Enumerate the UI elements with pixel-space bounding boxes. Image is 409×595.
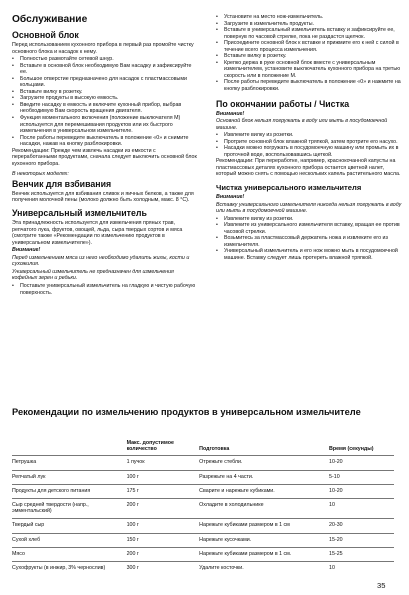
column-header xyxy=(12,440,127,456)
right-column xyxy=(216,14,402,262)
table-cell: Продукты для детского питания xyxy=(12,484,127,498)
table-cell: 5-10 xyxy=(329,470,394,484)
list-item: • Вставьте в универсальный измельчитель вставку и зафиксируйте ее, повернув по часовой стрелке, пока не раздастся щелчок. xyxy=(216,27,402,40)
table-row xyxy=(12,470,394,484)
list-item: • Вставьте вилку в розетку. xyxy=(12,89,198,96)
table-cell: Сухофрукты (в инжир, 3% чернослив) xyxy=(12,562,127,576)
section-heading-whisk: Венчик для взбивания xyxy=(12,178,112,189)
warning-text: Перед измельчением мяса из него необходимо удалить жилы, кости и сухожилия. xyxy=(12,254,190,268)
list-chopper-steps xyxy=(216,14,402,93)
list-item: • Большое отверстие предназначено для насадок с пластмассовыми кольцами. xyxy=(12,76,198,89)
list-item: • После работы переведите выключатель в положение «0» и нажмите на кнопку разблокировки. xyxy=(216,79,402,92)
table-header-row xyxy=(12,440,394,456)
list-item: • Извлеките из универсального измельчителя вставку, вращая ее против часовой стрелки. xyxy=(216,222,402,235)
list-item: • Протрите основной блок влажной тряпкой, затем протрите его насухо. xyxy=(216,139,402,146)
table-cell: 20-30 xyxy=(329,519,394,533)
list-item: • Полностью размотайте сетевой шнур. xyxy=(12,56,198,63)
list-item: • Извлеките вилку из розетки. xyxy=(216,216,402,223)
table-cell: Охладите в холодильнике xyxy=(199,499,329,519)
list-item: • Поставьте универсальный измельчитель на гладкую и чистую рабочую поверхность. xyxy=(12,283,198,296)
warning-label: Внимание! xyxy=(12,247,41,254)
list-item: • Крепко держа в руке основной блок вместе с универсальным измельчителем, установите выключатель кухонного прибора на третью скорость или в положение M. xyxy=(216,60,402,80)
list-item: • Присоедините основной блок к вставке и прижмите его к ней с силой в течение всего процесса измельчения. xyxy=(216,40,402,53)
table-row xyxy=(12,519,394,533)
table-cell: Сварите и нарежьте кубиками. xyxy=(199,484,329,498)
table-cell: 10-20 xyxy=(329,484,394,498)
page-number: 35 xyxy=(377,581,386,590)
table-section xyxy=(12,407,400,418)
section-heading-chopper: Универсальный измельчитель xyxy=(12,208,147,219)
paragraph-recommendation: Рекомендации: При переработке, например, краснокочанной капусты на пластмассовых деталях кухонного прибора остается цветной налет, который можно снять с помощью нескольких капель растительного масла. xyxy=(216,158,401,178)
table-row xyxy=(12,562,394,576)
warning-text: Вставку универсального измельчителя никогда нельзя погружать в воду или мыть в посудомоечной машине. xyxy=(216,201,402,215)
list-item: • Вставьте вилку в розетку. xyxy=(216,53,402,60)
list-item: • Загрузите в измельчитель продукты. xyxy=(216,21,402,28)
table-cell: 100 г xyxy=(127,519,200,533)
table-cell: 100 г xyxy=(127,470,200,484)
table-cell: 15-20 xyxy=(329,533,394,547)
table-cell: Сыр средней твердости (напр., эмментальский) xyxy=(12,499,127,519)
list-chopper-cleaning xyxy=(216,216,402,262)
warning-text: Основной блок нельзя погружать в воду или мыть в посудомоечной машине. xyxy=(216,118,388,131)
list-item: • Возьмитесь за пластмассовый держатель ножа и извлеките его из измельчителя. xyxy=(216,235,402,248)
paragraph-whisk: Венчик используется для взбивания сливок и яичных белков, а также для получения молочной пены (молоко должно быть холодным, макс. 8 °C). xyxy=(12,190,194,204)
table-cell: Петрушка xyxy=(12,456,127,470)
table-cell: Нарежьте кубиками размером в 1 см xyxy=(199,519,329,533)
table-row xyxy=(12,484,394,498)
warning-label: Внимание! xyxy=(216,110,245,117)
table-title: Рекомендации по измельчению продуктов в универсальном измельчителе xyxy=(12,407,361,417)
table-cell: 200 г xyxy=(127,547,200,561)
paragraph-intro: Перед использованием кухонного прибора в первый раз промойте чистку основного блока и насадок к нему. xyxy=(12,42,194,55)
list-item: • Установите на место нож-измельчитель. xyxy=(216,14,402,21)
page-title: Обслуживание xyxy=(12,14,88,25)
table-cell: 10 xyxy=(329,562,394,576)
model-note: В некоторых моделях: xyxy=(12,171,69,178)
table-cell: 10 xyxy=(329,499,394,519)
table-cell: Твердый сыр xyxy=(12,519,127,533)
table-cell: Нарежьте кусочками. xyxy=(199,533,329,547)
table-row xyxy=(12,533,394,547)
table-cell: 10-20 xyxy=(329,456,394,470)
list-item: • Универсальный измельчитель и его нож можно мыть в посудомоечной машине. Вставку следует лишь протереть влажной тряпкой. xyxy=(216,248,402,261)
table-cell: 15-25 xyxy=(329,547,394,561)
list-item: • Загрузите продукты в высокую емкость. xyxy=(12,95,198,102)
table-cell: Репчатый лук xyxy=(12,470,127,484)
table-cell: Мясо xyxy=(12,547,127,561)
column-header: Макс. допустимое количество xyxy=(126,440,174,453)
table-cell: 1 пучок xyxy=(127,456,200,470)
table-cell: 300 г xyxy=(127,562,200,576)
table-cell: Удалите косточки. xyxy=(199,562,329,576)
chopping-table xyxy=(12,440,394,575)
list-main-unit xyxy=(12,56,198,148)
list-item: • Введите насадку в емкость и включите кухонный прибор, выбрав необходимую Вам скорость вращения двигателя. xyxy=(12,102,198,115)
list-item: • Насадки можно погружать в посудомоечную машину или промыть их в проточной воде, воспользовавшись щеткой. xyxy=(216,145,402,158)
table-cell: 150 г xyxy=(127,533,200,547)
table-cell: Нарежьте кубиками размером в 1 см. xyxy=(199,547,329,561)
list-cleaning xyxy=(216,132,402,158)
list-item: • Извлеките вилку из розетки. xyxy=(216,132,402,139)
paragraph-chopper: Эта принадлежность используется для измельчения пряных трав, репчатого лука, фруктов, овощей, льда, сыра твердых сортов и мяса (смотрите также «Рекомендации по измельчению продуктов в универсальном измельчителе»). xyxy=(12,220,183,246)
table-cell: Отрежьте стебли. xyxy=(199,456,329,470)
list-item: • Функция моментального включения (положение выключателя M) используется для перемешивания продуктов или их быстрого измельчения в универсальном измельчителе. xyxy=(12,115,198,135)
table-cell: Разрежьте на 4 части. xyxy=(199,470,329,484)
table-cell: 200 г xyxy=(127,499,200,519)
table-cell: Сухой хлеб xyxy=(12,533,127,547)
warning-label: Внимание! xyxy=(216,194,245,201)
column-header: Подготовка xyxy=(199,446,230,453)
warning-text: Универсальный измельчитель не предназначен для измельчения кофейных зерен и редьки. xyxy=(12,268,174,282)
list-chopper xyxy=(12,283,198,296)
list-item: • Вставьте в основной блок необходимую Вам насадку и зафиксируйте ее. xyxy=(12,63,198,76)
section-heading-after-use: По окончании работы / Чистка xyxy=(216,98,350,109)
section-heading-main-unit: Основной блок xyxy=(12,30,79,40)
column-header: Время (секунды) xyxy=(329,446,374,453)
left-column xyxy=(12,14,198,296)
list-item: • После работы переведите выключатель в положение «0» и снимите насадки, нажав на кнопку разблокировки. xyxy=(12,135,198,148)
table-row xyxy=(12,499,394,519)
section-heading-chopper-cleaning: Чистка универсального измельчителя xyxy=(216,183,362,193)
table-row xyxy=(12,456,394,470)
table-row xyxy=(12,547,394,561)
table-cell: 175 г xyxy=(127,484,200,498)
paragraph-recommendation: Рекомендации: Прежде чем извлечь насадки из емкости с переработанными продуктами, сначала следует выключить основной блок кухонного прибора. xyxy=(12,147,197,167)
